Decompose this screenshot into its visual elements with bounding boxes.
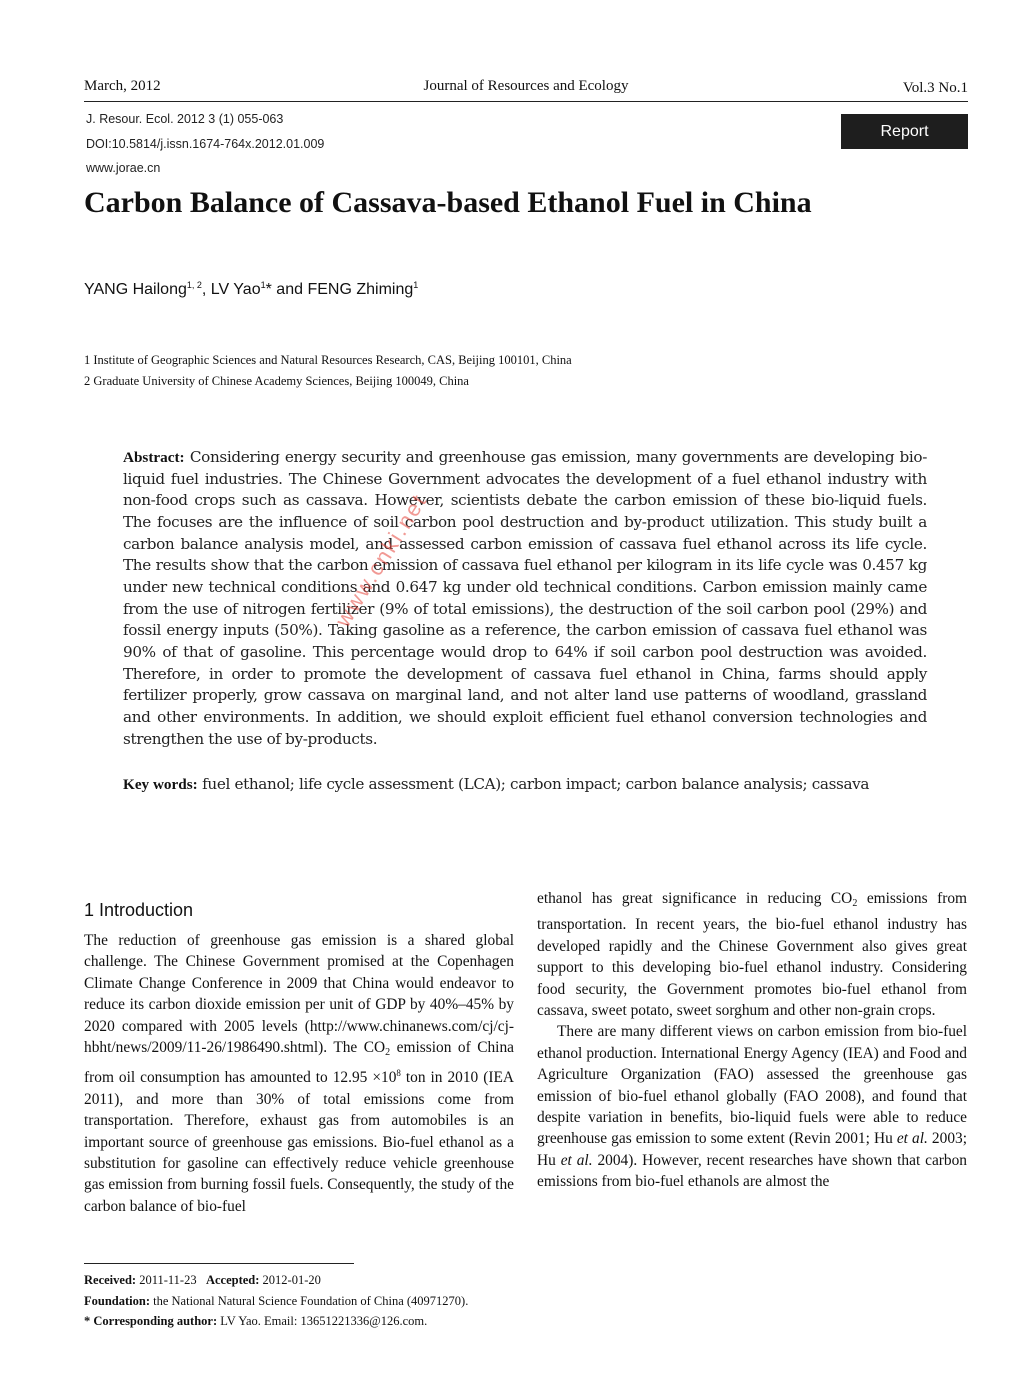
- body-paragraph: [537, 888, 967, 1021]
- affiliation: 2 Graduate University of Chinese Academy Sciences, Beijing 100049, China: [84, 374, 469, 388]
- volume-number: Vol.3 No.1: [902, 80, 968, 96]
- doi: DOI:10.5814/j.issn.1674-764x.2012.01.009: [86, 137, 325, 151]
- subscript: 2: [852, 898, 858, 909]
- body-text: 2004). However, recent researches have shown that carbon emissions from bio-fuel ethanols are almost the: [537, 1151, 967, 1191]
- body-text: ethanol has great significance in reducing CO: [537, 890, 853, 907]
- author-affiliation-marker: 1: [413, 280, 419, 290]
- journal-name: Journal of Resources and Ecology: [423, 78, 629, 94]
- abstract: [123, 447, 927, 750]
- body-text: ton in 2010 (IEA 2011), and more than 30% of total emissions come from transportation. Therefore, exhaust gas from automobiles is an important source of greenhouse gas emissions. Bio-fuel ethanol as a substitution for gasoline can effectively reduce vehicle greenhouse gas emission from burning fossil fuels. Consequently, the study of the carbon balance of bio-fuel: [84, 1069, 514, 1215]
- body-text: There are many different views on carbon emission from bio-fuel ethanol production. International Energy Agency (IEA) and Food and Agriculture Organization (FAO) assessed the greenhouse gas emission of bio-fuel ethanol globally (FAO 2008), and found that despite variation in benefits, bio-liquid fuels were able to reduce greenhouse gas emission to some extent (Revin 2001; Hu: [537, 1023, 967, 1148]
- body-paragraph: [84, 930, 514, 1217]
- keywords: [123, 775, 943, 794]
- section-heading: 1 Introduction: [84, 900, 194, 920]
- body-text: emission of China from oil consumption has amounted to 12.95 ×10: [84, 1039, 514, 1087]
- foundation-text: the National Natural Science Foundation of China (40971270).: [153, 1294, 469, 1308]
- author-affiliation-marker: 1, 2: [186, 280, 202, 290]
- foundation-footnote: [84, 1294, 468, 1309]
- received-label: Received:: [84, 1273, 137, 1287]
- article-type-badge: Report: [841, 114, 968, 149]
- body-paragraph: [537, 1021, 967, 1192]
- corresponding-label: * Corresponding author:: [84, 1314, 218, 1328]
- abstract-label: Abstract:: [123, 449, 185, 466]
- author-name: FENG Zhiming: [307, 281, 414, 298]
- et-al: et al.: [896, 1130, 928, 1148]
- keywords-text: fuel ethanol; life cycle assessment (LCA); carbon impact; carbon balance analysis; cassava: [202, 775, 870, 793]
- body-text: emissions from transportation. In recent years, the bio-fuel ethanol industry has developed rapidly and the Chinese Government also gives great support to this developing bio-fuel ethanol industry. Considering food security, the Government promotes bio-fuel ethanol from cassava, sweet potato, sweet sorghum and other non-grain crops.: [537, 890, 968, 1020]
- running-header: [84, 78, 968, 100]
- article-title: Carbon Balance of Cassava-based Ethanol Fuel in China: [84, 186, 812, 219]
- author-name: LV Yao: [210, 281, 261, 298]
- accepted-date: 2012-01-20: [262, 1273, 321, 1287]
- received-date: 2011-11-23: [139, 1273, 197, 1287]
- dates-footnote: [84, 1273, 321, 1288]
- body-text: 2003; Hu: [537, 1130, 967, 1169]
- author-conjunction: and: [276, 281, 303, 298]
- superscript: 8: [396, 1068, 401, 1079]
- abstract-text: Considering energy security and greenhouse gas emission, many governments are developing bio-liquid fuel industries. The Chinese Government advocates the development of a fuel ethanol industry with non-food crops such as cassava. However, scientists debate the carbon emission of these bio-liquid fuels. The focuses are the influence of soil carbon pool destruction and by-product utilization. This study built a carbon balance analysis model, and assessed carbon emission of cassava fuel ethanol across its life cycle. The results show that the carbon emission of cassava fuel ethanol per kilogram in its life cycle was 0.457 kg under new technical conditions and 0.647 kg under old technical conditions. Carbon emission mainly came from the use of nitrogen fertilizer (9% of total emissions), the destruction of the soil carbon pool (29%) and fossil energy inputs (50%). Taking gasoline as a reference, the carbon emission of cassava fuel ethanol was 90% of that of gasoline. This percentage would drop to 64% if soil carbon pool destruction was avoided. Therefore, in order to promote the development of cassava fuel ethanol in China, farms should apply fertilizer properly, grow cassava on marginal land, and not alter land use patterns of woodland, grassland and other environments. In addition, we should exploit efficient fuel ethanol conversion technologies and strengthen the use of by-products.: [123, 448, 927, 748]
- header-rule: [84, 101, 968, 102]
- citation: J. Resour. Ecol. 2012 3 (1) 055-063: [86, 112, 284, 126]
- corresponding-marker: *: [265, 281, 272, 298]
- accepted-label: Accepted:: [205, 1273, 260, 1287]
- body-column-left: [84, 930, 514, 1217]
- subscript: 2: [385, 1047, 391, 1059]
- affiliation: 1 Institute of Geographic Sciences and Natural Resources Research, CAS, Beijing 100101, China: [84, 353, 572, 367]
- corresponding-text: LV Yao. Email: 13651221336@126.com.: [220, 1314, 428, 1328]
- watermark: www.cnki.net: [330, 488, 432, 632]
- corresponding-footnote: [84, 1314, 427, 1329]
- foundation-label: Foundation:: [84, 1294, 150, 1308]
- author-list: YANG Hailong$^{1, 2}$, LV Yao$^1$* and FENG Zhiming$^1$: [84, 280, 419, 298]
- keywords-label: Key words:: [123, 776, 198, 793]
- journal-website: www.jorae.cn: [86, 161, 161, 175]
- author-affiliation-marker: 1: [260, 280, 266, 290]
- footnote-rule: [84, 1263, 354, 1264]
- body-column-right: [537, 888, 967, 1193]
- issue-date: March, 2012: [84, 78, 161, 94]
- et-al: et al.: [560, 1151, 593, 1169]
- body-text: The reduction of greenhouse gas emission is a shared global challenge. The Chinese Government promised at the Copenhagen Climate Change Conference in 2009 that China would endeavor to reduce its carbon dioxide emission per unit of GDP by 40%–45% by 2020 compared with 2005 levels (http://www.chinanews.com/cj/cj-hbht/news/2009/11-26/1986490.shtml). The CO: [84, 932, 514, 1057]
- author-name: YANG Hailong: [84, 281, 187, 298]
